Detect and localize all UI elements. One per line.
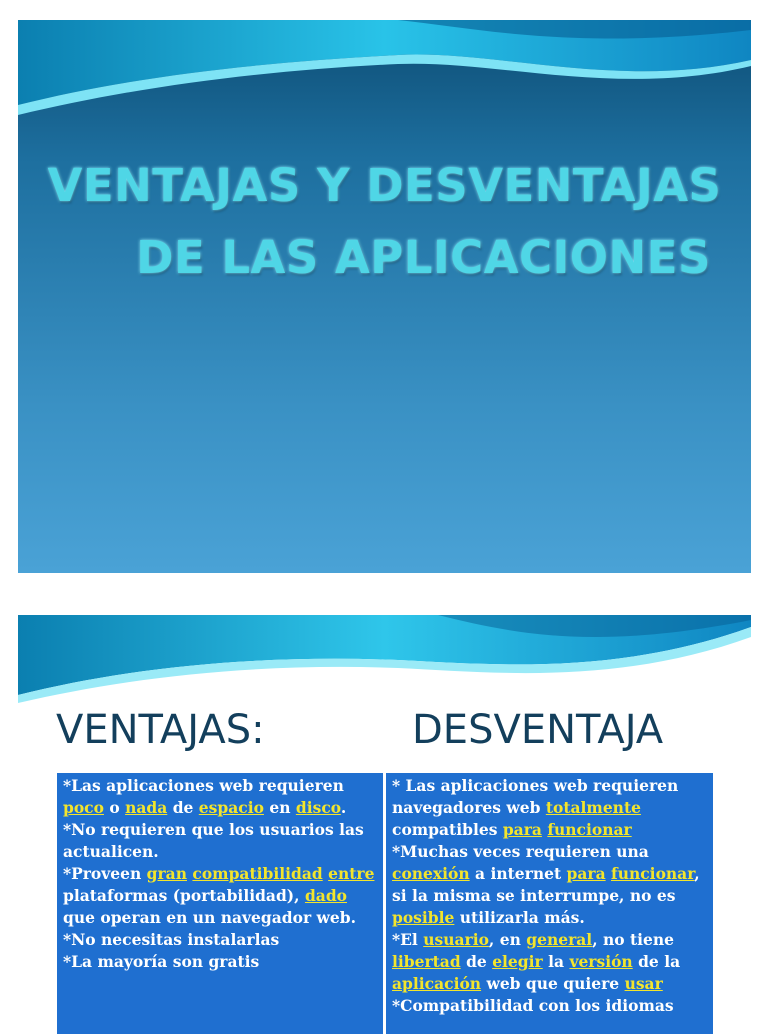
line-text: que operan en un navegador web. — [63, 908, 356, 927]
hyperlink[interactable]: compatibilidad — [192, 864, 323, 883]
heading-ventajas: VENTAJAS: — [56, 707, 265, 753]
line-text: actualicen. — [63, 842, 159, 861]
line-text: o — [103, 798, 126, 817]
line-text: de — [167, 798, 199, 817]
hyperlink[interactable]: poco — [63, 798, 104, 817]
list-line — [63, 951, 377, 973]
list-line — [392, 797, 707, 819]
hyperlink[interactable]: entre — [328, 864, 375, 883]
line-text: *La mayoría son gratis — [63, 952, 260, 971]
line-text: *No necesitas instalarlas — [63, 930, 280, 949]
list-line — [392, 951, 707, 973]
hyperlink[interactable]: usuario — [423, 930, 489, 949]
line-text: de la — [632, 952, 681, 971]
list-line — [392, 819, 707, 841]
line-text: plataformas (portabilidad), — [63, 886, 305, 905]
line-text: a internet — [469, 864, 567, 883]
list-line — [392, 907, 707, 929]
list-line — [392, 973, 707, 995]
hyperlink[interactable]: funcionar — [611, 864, 695, 883]
hyperlink[interactable]: conexión — [392, 864, 470, 883]
hyperlink[interactable]: libertad — [392, 952, 461, 971]
hyperlink[interactable]: para — [502, 820, 542, 839]
title-line-2: DE LAS APLICACIONES — [136, 231, 711, 284]
line-text: *Compatibilidad con los idiomas — [392, 996, 674, 1015]
list-line — [63, 797, 377, 819]
list-line — [63, 841, 377, 863]
line-text: *No requieren que los usuarios las — [63, 820, 364, 839]
list-line — [63, 819, 377, 841]
hyperlink[interactable]: elegir — [492, 952, 543, 971]
list-line — [63, 885, 377, 907]
list-line — [63, 929, 377, 951]
list-line — [392, 841, 707, 863]
hyperlink[interactable]: dado — [304, 886, 348, 905]
hyperlink[interactable]: nada — [125, 798, 168, 817]
desventajas-list — [385, 772, 714, 1035]
slide-comparison — [18, 615, 751, 1035]
hyperlink[interactable]: disco — [295, 798, 341, 817]
line-text: utilizarla más. — [454, 908, 585, 927]
line-text: en — [263, 798, 296, 817]
hyperlink[interactable]: usar — [624, 974, 663, 993]
line-text: web que quiere — [481, 974, 625, 993]
hyperlink[interactable]: aplicación — [392, 974, 482, 993]
hyperlink[interactable]: espacio — [198, 798, 264, 817]
hyperlink[interactable]: gran — [146, 864, 187, 883]
line-text: *Muchas veces requieren una — [392, 842, 649, 861]
line-text: si la misma se interrumpe, no es — [392, 886, 676, 905]
line-text: de — [460, 952, 493, 971]
wave-decoration — [18, 615, 751, 705]
list-line — [63, 775, 377, 797]
list-line — [392, 775, 707, 797]
line-text: . — [340, 798, 347, 817]
wave-decoration — [18, 20, 751, 130]
line-text: *Proveen — [63, 864, 147, 883]
line-text: compatibles — [392, 820, 503, 839]
hyperlink[interactable]: general — [526, 930, 593, 949]
line-text: , no tiene — [592, 930, 675, 949]
slide-title-text — [18, 150, 751, 294]
list-line — [392, 995, 707, 1017]
list-line — [392, 929, 707, 951]
line-text: *El — [392, 930, 424, 949]
line-text: navegadores web — [392, 798, 546, 817]
line-text: , en — [488, 930, 527, 949]
slide-title — [18, 20, 751, 573]
title-line-1: VENTAJAS Y DESVENTAJAS — [47, 159, 722, 212]
list-line — [392, 885, 707, 907]
hyperlink[interactable]: totalmente — [545, 798, 641, 817]
line-text: la — [542, 952, 570, 971]
hyperlink[interactable]: funcionar — [547, 820, 632, 839]
line-text: * Las aplicaciones web requieren — [392, 776, 679, 795]
line-text: *Las aplicaciones web requieren — [63, 776, 344, 795]
hyperlink[interactable]: para — [566, 864, 606, 883]
hyperlink[interactable]: versión — [569, 952, 633, 971]
hyperlink[interactable]: posible — [392, 908, 455, 927]
list-line — [63, 907, 377, 929]
list-line — [63, 863, 377, 885]
line-text: , — [694, 864, 700, 883]
list-line — [392, 863, 707, 885]
ventajas-list — [56, 772, 384, 1035]
heading-desventaja: DESVENTAJA — [412, 707, 664, 753]
